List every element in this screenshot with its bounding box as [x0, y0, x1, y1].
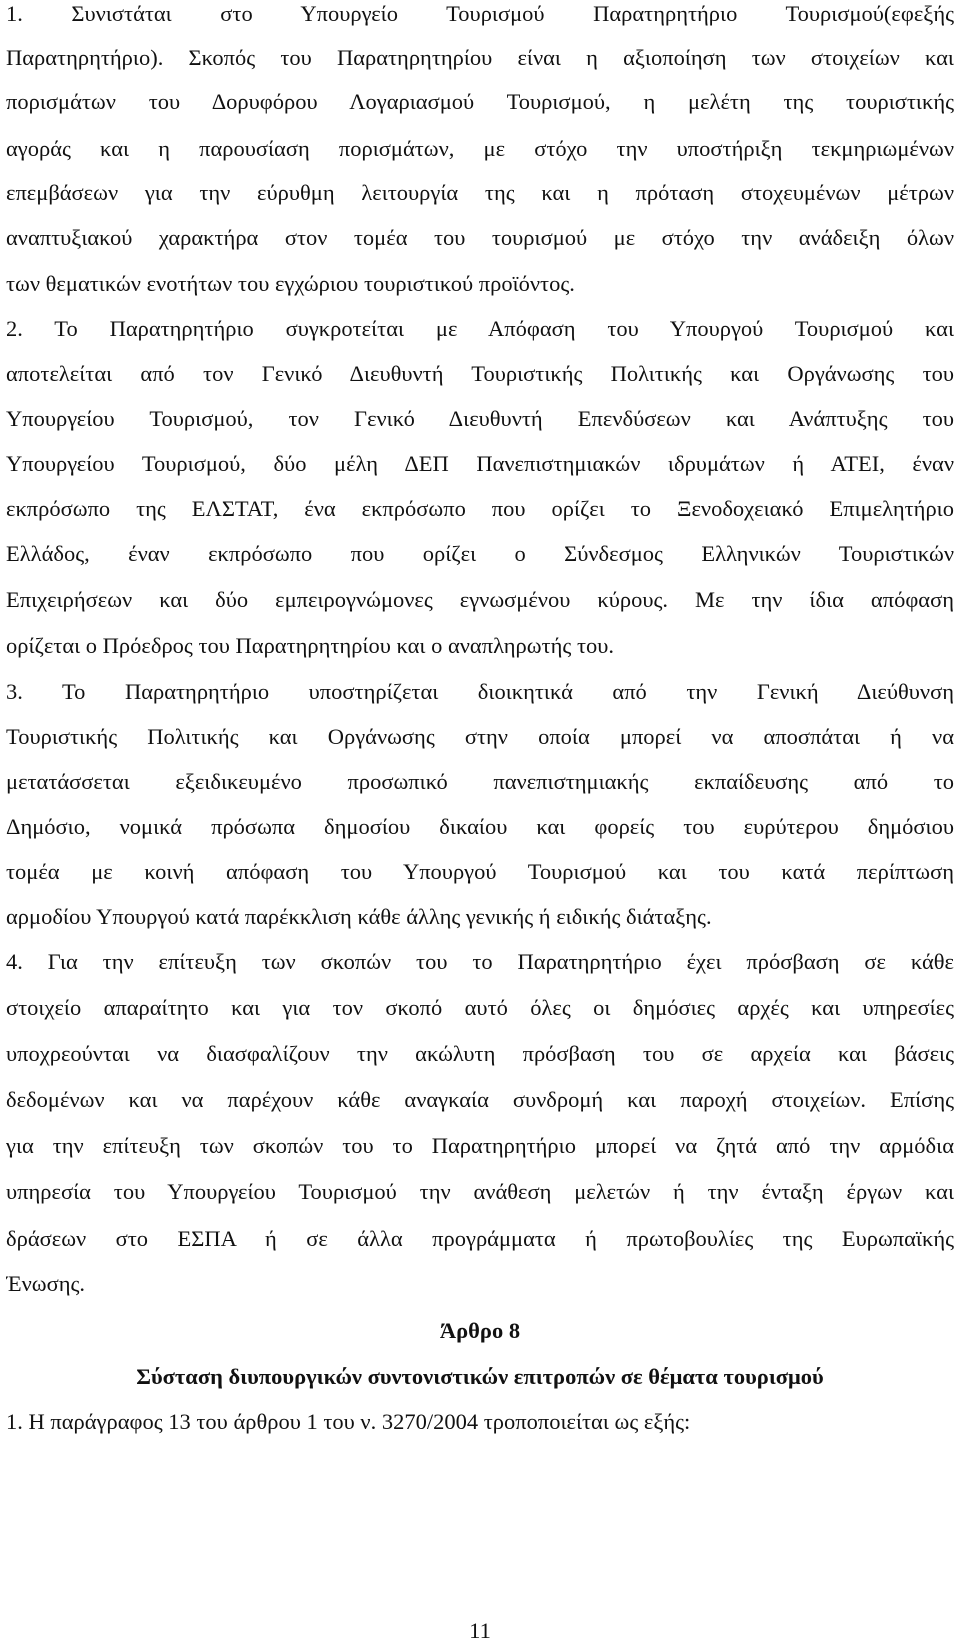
text-line: εκπρόσωπο της ΕΛΣΤΑΤ, ένα εκπρόσωπο που ορίζει το Ξενοδοχειακό Επιμελητήριο	[6, 496, 954, 521]
text-line: Ένωσης.	[6, 1271, 86, 1296]
text-line: στοιχείο απαραίτητο και για τον σκοπό αυτό όλες οι δημόσιες αρχές και υπηρεσίες	[6, 995, 954, 1020]
text-line: αναπτυξιακού χαρακτήρα στον τομέα του τουρισμού με στόχο την ανάδειξη όλων	[6, 225, 954, 250]
text-line: αρμοδίου Υπουργού κατά παρέκκλιση κάθε άλλης γενικής ή ειδικής διάταξης.	[6, 904, 712, 929]
text-line: Υπουργείου Τουρισμού, τον Γενικό Διευθυντή Επενδύσεων και Ανάπτυξης του	[6, 406, 954, 431]
article-subheading: Σύσταση διυπουργικών συντονιστικών επιτροπών σε θέματα τουρισμού	[136, 1364, 824, 1389]
text-line: τομέα με κοινή απόφαση του Υπουργού Τουρισμού και του κατά περίπτωση	[6, 859, 954, 884]
text-line: Ελλάδος, έναν εκπρόσωπο που ορίζει ο Σύνδεσμος Ελληνικών Τουριστικών	[6, 541, 954, 566]
text-line: ορίζεται ο Πρόεδρος του Παρατηρητηρίου και ο αναπληρωτής του.	[6, 633, 614, 658]
article-heading: Άρθρο 8	[439, 1318, 521, 1343]
text-line: αγοράς και η παρουσίαση πορισμάτων, με στόχο την υποστήριξη τεκμηριωμένων	[6, 136, 954, 161]
text-line: Δημόσιο, νομικά πρόσωπα δημοσίου δικαίου και φορείς του ευρύτερου δημόσιου	[6, 814, 954, 839]
text-line: 2. Το Παρατηρητήριο συγκροτείται με Απόφαση του Υπουργού Τουρισμού και	[6, 316, 954, 341]
text-line: Υπουργείου Τουρισμού, δύο μέλη ΔΕΠ Πανεπιστημιακών ιδρυμάτων ή ΑΤΕΙ, έναν	[6, 451, 954, 476]
text-line: των θεματικών ενοτήτων του εγχώριου τουριστικού προϊόντος.	[6, 271, 575, 296]
page-number: 11	[469, 1618, 491, 1643]
text-line: επεμβάσεων για την εύρυθμη λειτουργία της και η πρόταση στοχευμένων μέτρων	[6, 180, 954, 205]
text-line: αποτελείται από τον Γενικό Διευθυντή Τουριστικής Πολιτικής και Οργάνωσης του	[6, 361, 954, 386]
text-line: για την επίτευξη των σκοπών του το Παρατηρητήριο μπορεί να ζητά από την αρμόδια	[6, 1133, 954, 1158]
text-line: υπηρεσία του Υπουργείου Τουρισμού την ανάθεση μελετών ή την ένταξη έργων και	[6, 1179, 954, 1204]
text-line: υποχρεούνται να διασφαλίζουν την ακώλυτη πρόσβαση του σε αρχεία και βάσεις	[6, 1041, 954, 1066]
text-line: Επιχειρήσεων και δύο εμπειρογνώμονες εγνωσμένου κύρους. Με την ίδια απόφαση	[6, 587, 954, 612]
amendment-line: 1. Η παράγραφος 13 του άρθρου 1 του ν. 3270/2004 τροποποιείται ως εξής:	[6, 1409, 691, 1434]
text-line: δεδομένων και να παρέχουν κάθε αναγκαία συνδρομή και παροχή στοιχείων. Επίσης	[6, 1087, 954, 1112]
text-line: 3. Το Παρατηρητήριο υποστηρίζεται διοικητικά από την Γενική Διεύθυνση	[6, 679, 954, 704]
text-line: μετατάσσεται εξειδικευμένο προσωπικό πανεπιστημιακής εκπαίδευσης από το	[6, 769, 954, 794]
text-line: δράσεων στο ΕΣΠΑ ή σε άλλα προγράμματα ή πρωτοβουλίες της Ευρωπαϊκής	[6, 1226, 954, 1251]
text-line: πορισμάτων του Δορυφόρου Λογαριασμού Τουρισμού, η μελέτη της τουριστικής	[6, 89, 954, 114]
text-line: 1. Συνιστάται στο Υπουργείο Τουρισμού Παρατηρητήριο Τουρισμού(εφεξής	[6, 1, 954, 26]
text-line: Τουριστικής Πολιτικής και Οργάνωσης στην οποία μπορεί να αποσπάται ή να	[6, 724, 954, 749]
text-line: 4. Για την επίτευξη των σκοπών του το Παρατηρητήριο έχει πρόσβαση σε κάθε	[6, 949, 954, 974]
text-line: Παρατηρητήριο). Σκοπός του Παρατηρητηρίου είναι η αξιοποίηση των στοιχείων και	[6, 45, 954, 70]
